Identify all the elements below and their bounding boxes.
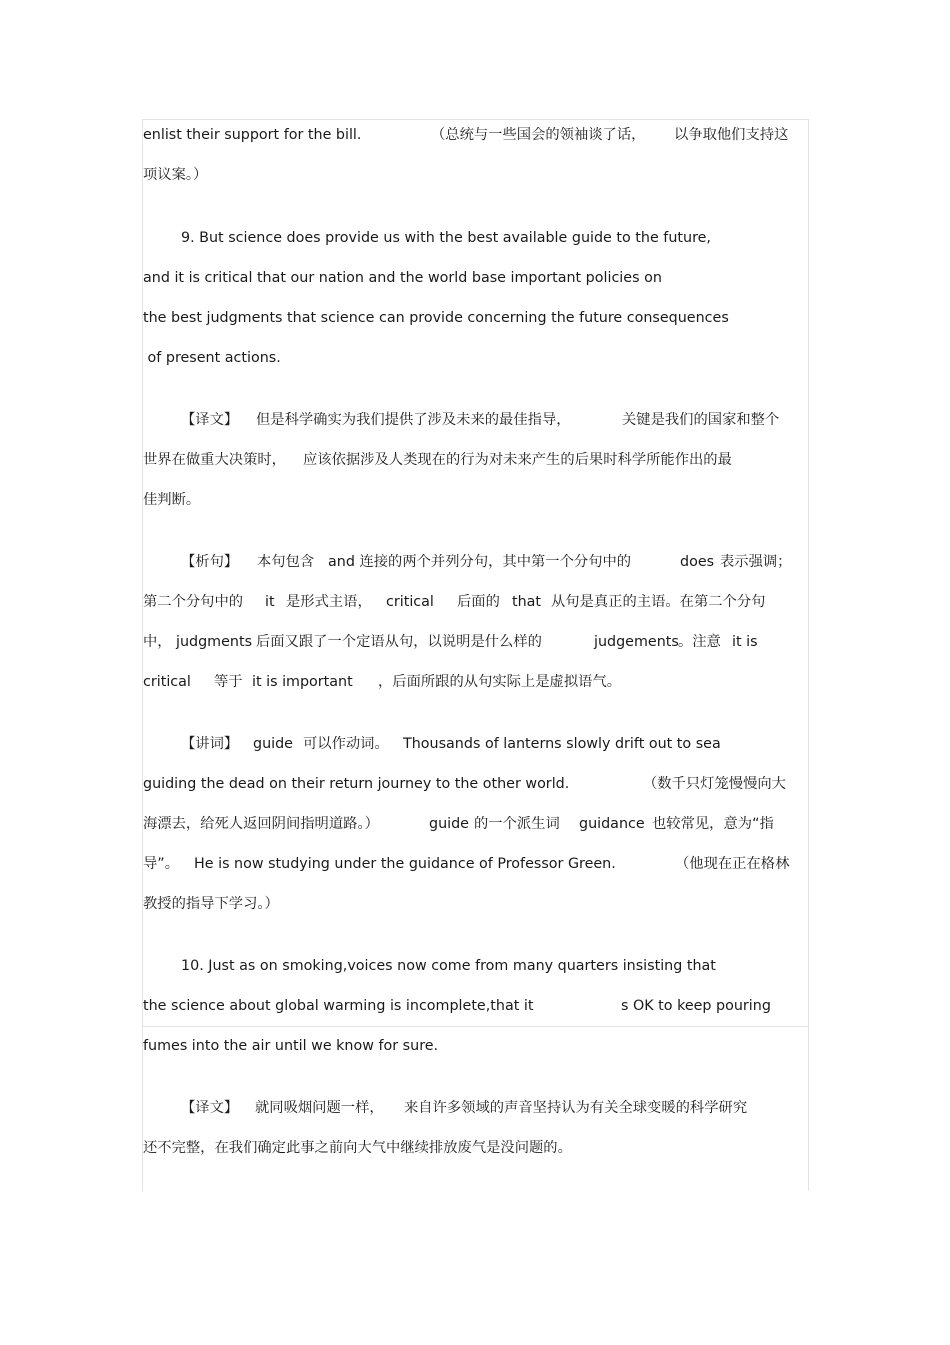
text-line bbox=[143, 165, 208, 205]
text-span: 应该依据涉及人类现在的行为对未来产生的后果时科学所能作出的最 bbox=[303, 452, 732, 468]
text-span: judgments bbox=[176, 634, 253, 650]
text-span: 来自许多领域的声音坚持认为有关全球变暖的科学研究 bbox=[404, 1100, 748, 1116]
text-span: He is now studying under the guidance of Professor Green. bbox=[194, 856, 616, 872]
text-span: judgements bbox=[594, 634, 679, 650]
page-border-top bbox=[142, 119, 809, 1027]
text-span: critical bbox=[386, 594, 434, 610]
text-line bbox=[143, 268, 662, 308]
text-span: and 连接的两个并列分句，其中第一个分句中的 bbox=[328, 554, 632, 570]
text-span: does bbox=[680, 554, 715, 570]
text-span: 中， bbox=[143, 634, 172, 650]
text-span: 世界在做重大决策时， bbox=[143, 452, 286, 468]
text-span: 导”。 bbox=[143, 856, 180, 872]
text-span: 也较常见，意为“指 bbox=[652, 816, 774, 832]
text-span: （他现在正在格林 bbox=[675, 856, 790, 872]
text-span: 9. But science does provide us with the best available guide to the future, bbox=[181, 230, 711, 246]
text-line bbox=[143, 894, 279, 934]
text-line bbox=[143, 228, 711, 268]
text-span: 【译文】 bbox=[181, 1100, 239, 1116]
text-span: guiding the dead on their return journey to the other world. bbox=[143, 776, 570, 792]
text-span: 【析句】 bbox=[181, 554, 239, 570]
text-span: 是形式主语， bbox=[286, 594, 372, 610]
text-span: 佳判断。 bbox=[143, 492, 201, 508]
text-span: guide bbox=[429, 816, 469, 832]
text-line bbox=[143, 348, 281, 388]
text-span: guidance bbox=[579, 816, 645, 832]
text-line bbox=[143, 956, 716, 996]
text-span: the best judgments that science can provide concerning the future consequences bbox=[143, 310, 729, 326]
text-span: 从句是真正的主语。在第二个分句 bbox=[551, 594, 766, 610]
text-span: the science about global warming is incomplete,that it bbox=[143, 998, 534, 1014]
text-span: and it is critical that our nation and the world base important policies on bbox=[143, 270, 662, 286]
text-span: it is important bbox=[252, 674, 353, 690]
text-span: 后面又跟了一个定语从句，以说明是什么样的 bbox=[256, 634, 542, 650]
text-span: 以争取他们支持这 bbox=[674, 127, 789, 143]
text-line bbox=[143, 1138, 572, 1178]
text-span: （数千只灯笼慢慢向大 bbox=[643, 776, 786, 792]
text-span: critical bbox=[143, 674, 191, 690]
text-span: enlist their support for the bill. bbox=[143, 127, 362, 143]
text-span: guide bbox=[253, 736, 293, 752]
text-span: 关键是我们的国家和整个 bbox=[622, 412, 780, 428]
text-span: fumes into the air until we know for sure. bbox=[143, 1038, 439, 1054]
text-span: 项议案。） bbox=[143, 167, 208, 183]
text-span: 表示强调； bbox=[720, 554, 792, 570]
text-span: 【讲词】 bbox=[181, 736, 239, 752]
text-span: 就同吸烟问题一样， bbox=[255, 1100, 384, 1116]
text-span: it is bbox=[732, 634, 758, 650]
text-span: 海漂去，给死人返回阴间指明道路。） bbox=[143, 816, 379, 832]
text-span: （总统与一些国会的领袖谈了话， bbox=[431, 127, 646, 143]
text-line bbox=[143, 490, 201, 530]
text-span: of present actions. bbox=[143, 350, 281, 366]
text-span: 等于 bbox=[214, 674, 243, 690]
text-span: 本句包含 bbox=[257, 554, 315, 570]
text-span: ，后面所跟的从句实际上是虚拟语气。 bbox=[378, 674, 622, 690]
text-span: s OK to keep pouring bbox=[621, 998, 771, 1014]
text-span: that bbox=[512, 594, 542, 610]
text-line bbox=[143, 1036, 439, 1076]
text-span: 。注意 bbox=[678, 634, 721, 650]
text-span: 但是科学确实为我们提供了涉及未来的最佳指导， bbox=[256, 412, 571, 428]
text-span: 第二个分句中的 bbox=[143, 594, 244, 610]
text-span: 教授的指导下学习。） bbox=[143, 896, 279, 912]
text-span: 的一个派生词 bbox=[474, 816, 560, 832]
text-span: 可以作动词。 bbox=[303, 736, 389, 752]
text-span: 后面的 bbox=[457, 594, 500, 610]
text-span: 【译文】 bbox=[181, 412, 239, 428]
text-span: 还不完整，在我们确定此事之前向大气中继续排放废气是没问题的。 bbox=[143, 1140, 572, 1156]
text-line bbox=[143, 308, 729, 348]
text-span: Thousands of lanterns slowly drift out to sea bbox=[403, 736, 721, 752]
text-span: 10. Just as on smoking,voices now come from many quarters insisting that bbox=[181, 958, 716, 974]
text-span: it bbox=[265, 594, 275, 610]
